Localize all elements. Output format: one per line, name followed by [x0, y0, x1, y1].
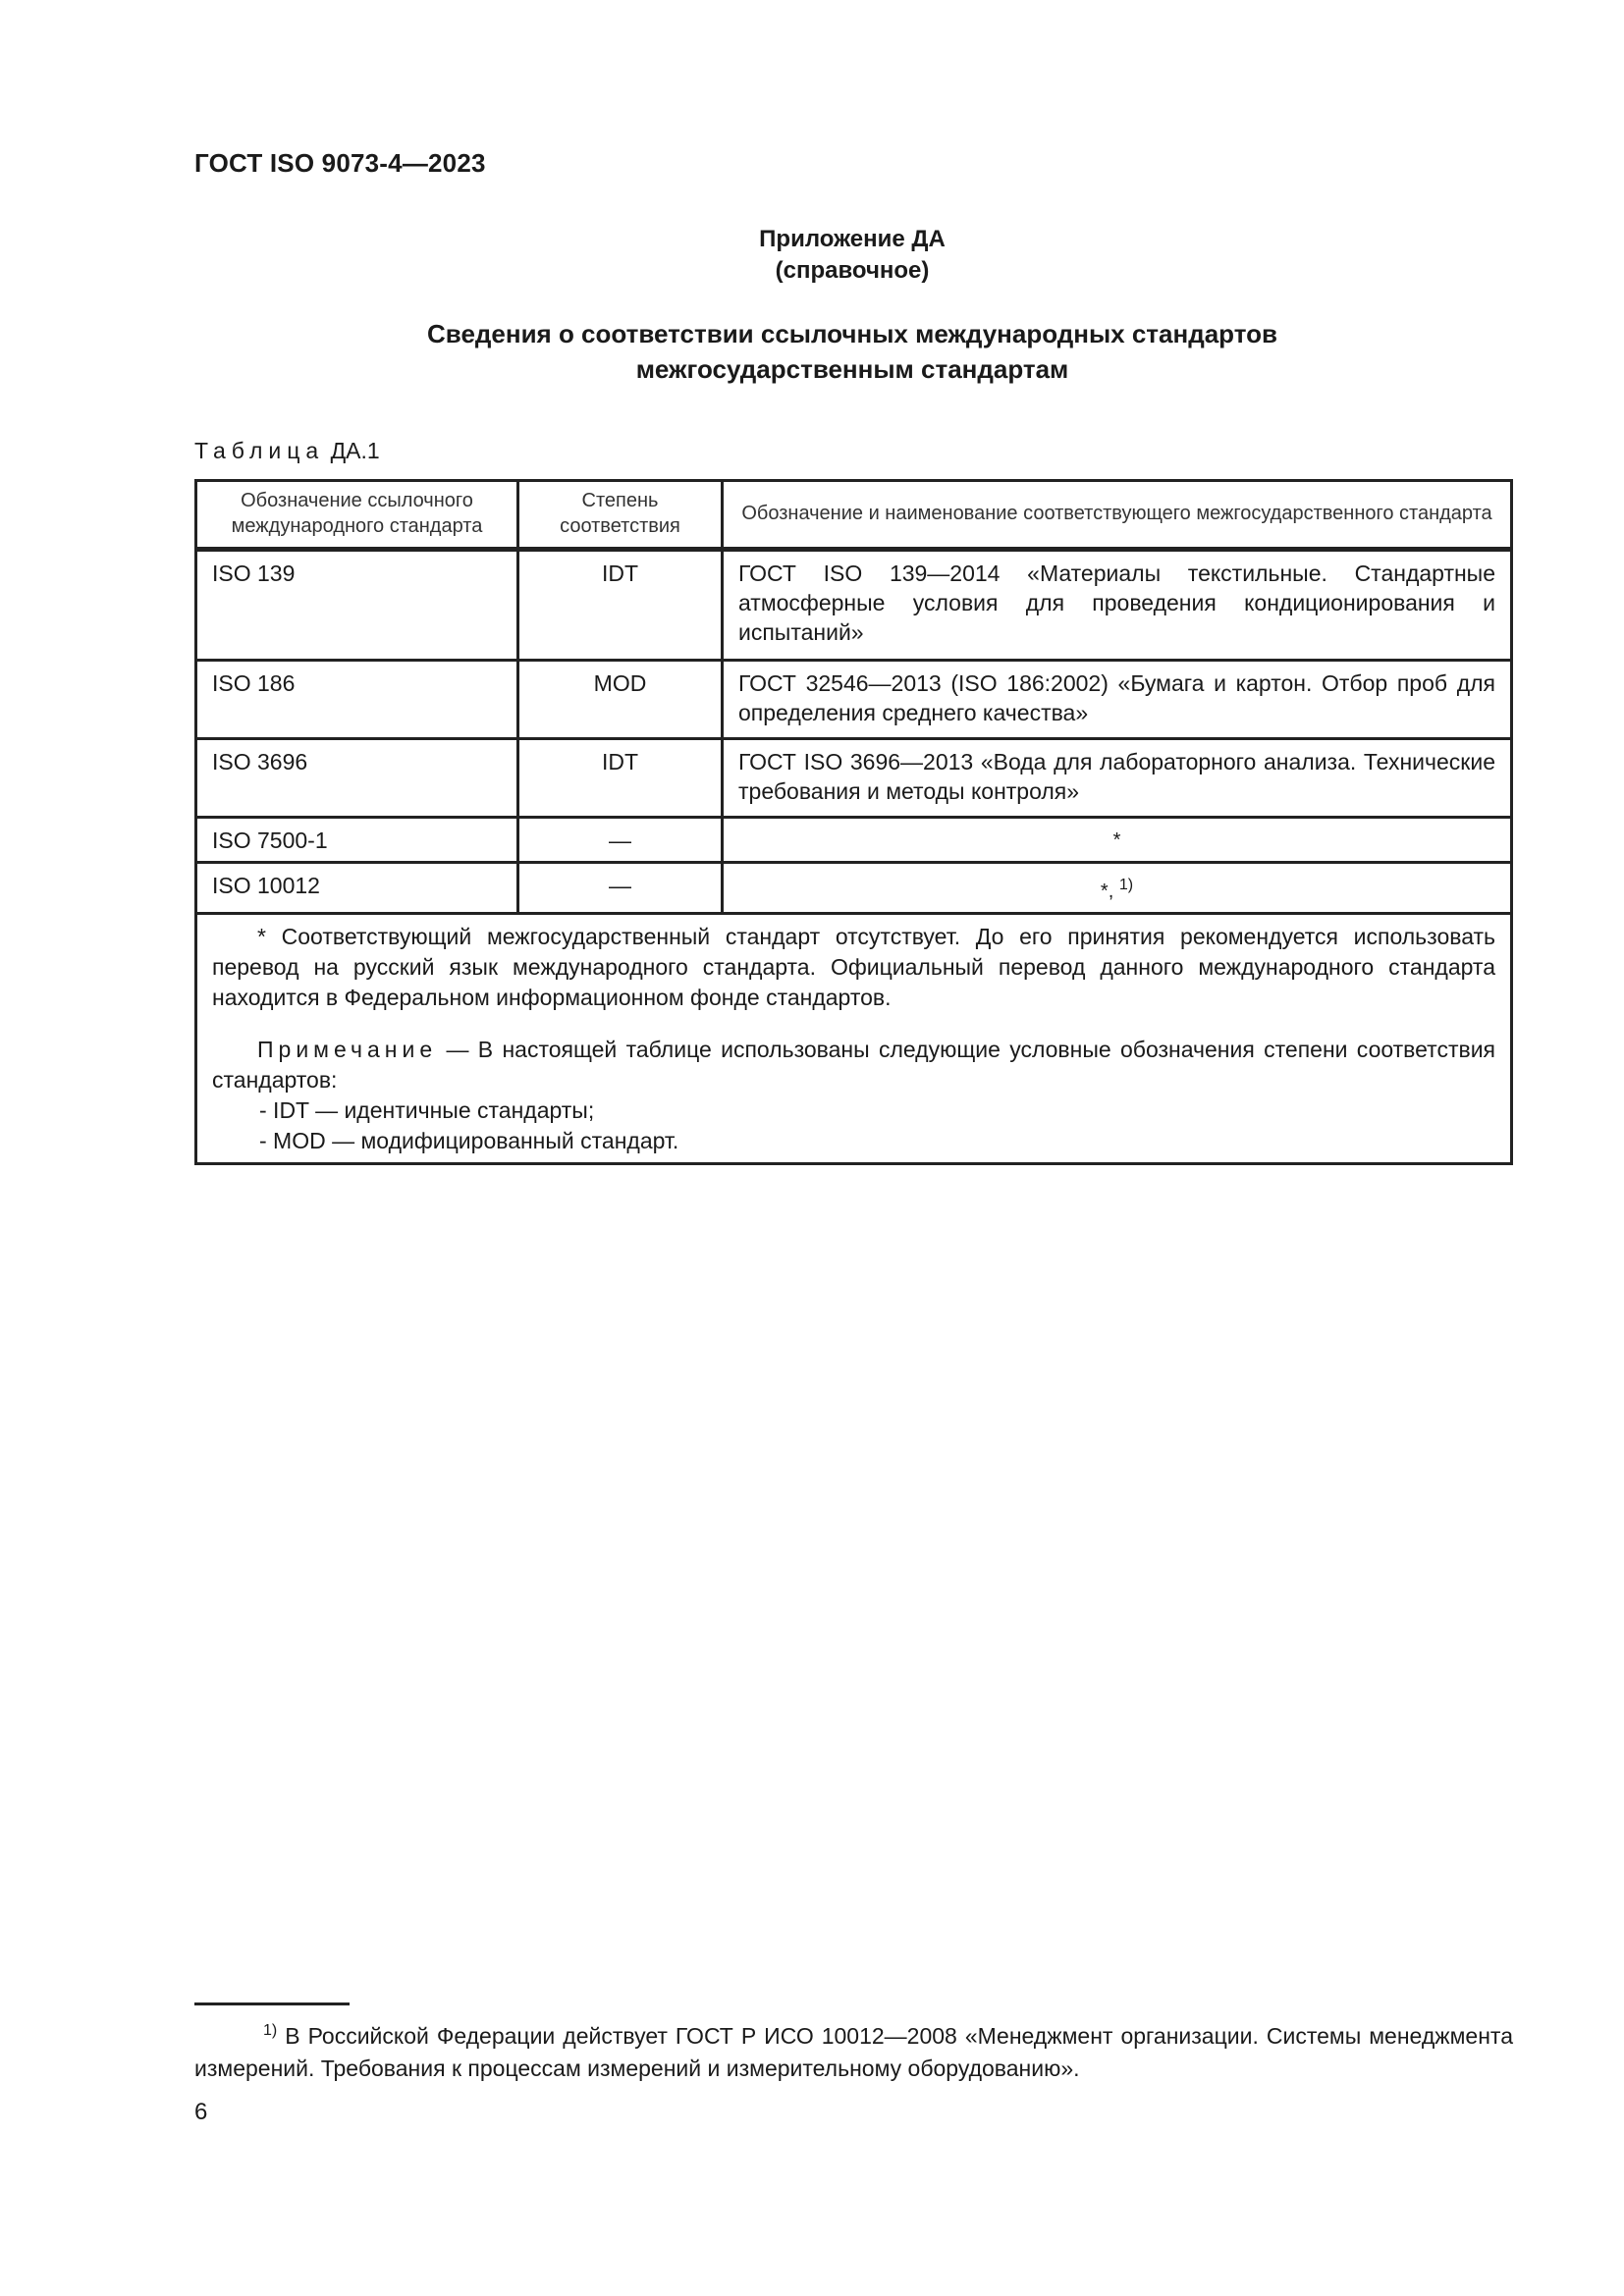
table-caption-number: ДА.1 — [330, 438, 380, 463]
table-notes — [196, 914, 1512, 1164]
cell-national — [723, 863, 1512, 914]
cell-standard: ISO 3696 — [196, 739, 518, 818]
star-note: * Соответствующий межгосударственный стандарт отсутствует. До его принятия рекомендуется использовать перевод на русский язык международного стандарта. Официальный перевод данного международного стандарта находится в Федеральном информационном фонде стандартов. — [212, 924, 1495, 1010]
table-remark — [212, 1035, 1495, 1095]
header-degree: Степень соответствия — [518, 481, 723, 550]
footnote-reference: 1) — [1118, 877, 1134, 893]
remark-text: — В настоящей таблице использованы следующие условные обозначения степени соответствия стандартов: — [212, 1037, 1496, 1093]
document-code: ГОСТ ISO 9073-4—2023 — [194, 148, 486, 178]
cell-national: ГОСТ ISO 3696—2013 «Вода для лабораторного анализа. Технические требования и методы контроля» — [723, 739, 1512, 818]
correspondence-table — [194, 479, 1513, 1165]
footnote-text: В Российской Федерации действует ГОСТ Р ИСО 10012—2008 «Менеджмент организации. Системы менеджмента измерений. Требования к процессам измерений и измерительному оборудованию». — [194, 2023, 1513, 2081]
cell-standard: ISO 139 — [196, 550, 518, 661]
table-row — [196, 550, 1512, 661]
remark-list-item: - MOD — модифицированный стандарт. — [259, 1128, 679, 1153]
annex-type: (справочное) — [775, 257, 930, 284]
title-line-1: Сведения о соответствии ссылочных международных стандартов — [427, 319, 1277, 348]
table-row — [196, 818, 1512, 863]
cell-degree: IDT — [518, 550, 723, 661]
star-marker: *, — [1100, 881, 1114, 902]
cell-national: ГОСТ 32546—2013 (ISO 186:2002) «Бумага и картон. Отбор проб для определения среднего качества» — [723, 661, 1512, 739]
header-national-standard: Обозначение и наименование соответствующего межгосударственного стандарта — [723, 481, 1512, 550]
cell-national: ГОСТ ISO 139—2014 «Материалы текстильные. Стандартные атмосферные условия для проведения кондиционирования и испытаний» — [723, 550, 1512, 661]
table-notes-row — [196, 914, 1512, 1164]
cell-degree: IDT — [518, 739, 723, 818]
cell-degree: — — [518, 863, 723, 914]
table-header-row — [196, 481, 1512, 550]
page-number: 6 — [194, 2099, 208, 2125]
table-caption — [194, 438, 380, 464]
cell-standard: ISO 10012 — [196, 863, 518, 914]
footnote-marker: 1) — [263, 2022, 278, 2039]
table-row — [196, 661, 1512, 739]
title-line-2: межгосударственным стандартам — [635, 354, 1069, 384]
footnote — [194, 2014, 1513, 2085]
cell-standard: ISO 7500-1 — [196, 818, 518, 863]
annex-heading — [194, 224, 1510, 287]
cell-degree: — — [518, 818, 723, 863]
table-caption-word: Таблица — [194, 438, 325, 463]
annex-subject-title — [194, 316, 1510, 387]
remark-word: Примечание — [257, 1037, 438, 1062]
remark-list-item: - IDT — идентичные стандарты; — [259, 1097, 595, 1123]
table-row — [196, 863, 1512, 914]
header-international-standard: Обозначение ссылочного международного стандарта — [196, 481, 518, 550]
annex-title: Приложение ДА — [759, 226, 946, 252]
cell-degree: MOD — [518, 661, 723, 739]
cell-standard: ISO 186 — [196, 661, 518, 739]
cell-national: * — [723, 818, 1512, 863]
footnote-divider — [194, 2002, 350, 2005]
table-row — [196, 739, 1512, 818]
